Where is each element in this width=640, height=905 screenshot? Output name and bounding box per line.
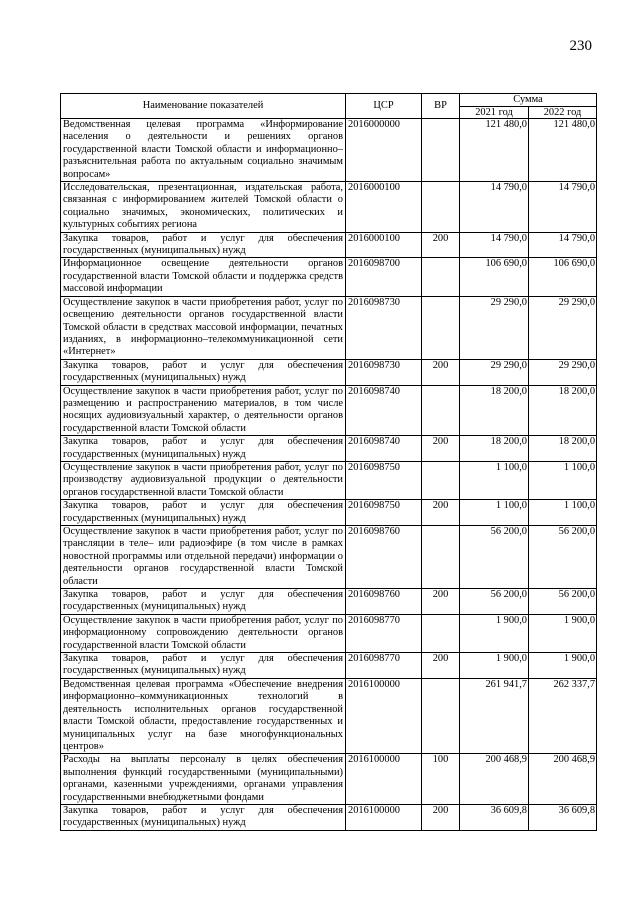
table-row: [61, 182, 597, 233]
row-name-cell: Исследовательская, презентационная, издательская работа, связанная с информированием жителей Томской области о социально значимых, экономических, политических и культурных событиях региона: [61, 182, 346, 233]
row-csr-cell: 2016098700: [346, 258, 422, 296]
row-vr-cell: [422, 526, 460, 589]
row-csr-cell: 2016100000: [346, 754, 422, 805]
table-row: [61, 385, 597, 436]
row-sum-2021-cell: 1 900,0: [460, 653, 529, 679]
row-csr-cell: 2016098770: [346, 614, 422, 652]
row-sum-2022-cell: 14 790,0: [529, 232, 597, 258]
row-sum-2022-cell: 18 200,0: [529, 385, 597, 436]
row-name-cell: Закупка товаров, работ и услуг для обеспечения государственных (муниципальных) нужд: [61, 804, 346, 830]
row-csr-cell: 2016098730: [346, 296, 422, 359]
row-name-cell: Информационное освещение деятельности органов государственной власти Томской области и поддержка средств массовой информации: [61, 258, 346, 296]
row-sum-2021-cell: 261 941,7: [460, 678, 529, 753]
row-sum-2022-cell: 1 900,0: [529, 614, 597, 652]
table-row: [61, 461, 597, 499]
row-sum-2022-cell: 1 100,0: [529, 461, 597, 499]
row-sum-2021-cell: 36 609,8: [460, 804, 529, 830]
row-vr-cell: [422, 182, 460, 233]
table-row: [61, 359, 597, 385]
row-sum-2021-cell: 121 480,0: [460, 119, 529, 182]
row-name-cell: Закупка товаров, работ и услуг для обеспечения государственных (муниципальных) нужд: [61, 500, 346, 526]
row-sum-2022-cell: 29 290,0: [529, 296, 597, 359]
row-name-cell: Осуществление закупок в части приобретения работ, услуг по трансляции в теле– или радиоэфире (в том числе в рамках новостной программы или отдельной передачи) информации о деятельности органов государственной власти Томской области: [61, 526, 346, 589]
table-row: [61, 653, 597, 679]
row-sum-2021-cell: 29 290,0: [460, 296, 529, 359]
row-csr-cell: 2016098750: [346, 500, 422, 526]
table-row: [61, 232, 597, 258]
row-name-cell: Осуществление закупок в части приобретения работ, услуг по информационному сопровождению деятельности органов государственной власти Томской области: [61, 614, 346, 652]
row-sum-2022-cell: 262 337,7: [529, 678, 597, 753]
table-row: [61, 804, 597, 830]
row-vr-cell: [422, 119, 460, 182]
row-sum-2022-cell: 106 690,0: [529, 258, 597, 296]
row-csr-cell: 2016000000: [346, 119, 422, 182]
row-csr-cell: 2016098750: [346, 461, 422, 499]
table-row: [61, 436, 597, 462]
row-name-cell: Ведомственная целевая программа «Обеспечение внедрения информационно–коммуникационных технологий в деятельность исполнительных органов государственной власти Томской области, предоставление государственных и муниципальных услуг на базе многофункциональных центров»: [61, 678, 346, 753]
row-sum-2021-cell: 56 200,0: [460, 526, 529, 589]
page-number: 230: [569, 38, 592, 54]
row-sum-2021-cell: 200 468,9: [460, 754, 529, 805]
row-sum-2021-cell: 1 100,0: [460, 461, 529, 499]
row-csr-cell: 2016098740: [346, 436, 422, 462]
row-name-cell: Закупка товаров, работ и услуг для обеспечения государственных (муниципальных) нужд: [61, 653, 346, 679]
row-vr-cell: [422, 614, 460, 652]
header-vr: ВР: [422, 94, 460, 119]
row-vr-cell: [422, 258, 460, 296]
budget-table: [60, 93, 597, 831]
table-body: [61, 119, 597, 831]
row-sum-2021-cell: 1 100,0: [460, 500, 529, 526]
header-year-2022: 2022 год: [529, 107, 597, 119]
row-sum-2021-cell: 14 790,0: [460, 232, 529, 258]
row-sum-2022-cell: 121 480,0: [529, 119, 597, 182]
row-vr-cell: 200: [422, 804, 460, 830]
row-sum-2022-cell: 1 100,0: [529, 500, 597, 526]
row-sum-2022-cell: 200 468,9: [529, 754, 597, 805]
row-vr-cell: 200: [422, 500, 460, 526]
row-vr-cell: [422, 678, 460, 753]
row-csr-cell: 2016000100: [346, 232, 422, 258]
table-row: [61, 526, 597, 589]
row-vr-cell: 200: [422, 232, 460, 258]
row-sum-2021-cell: 18 200,0: [460, 385, 529, 436]
table-row: [61, 296, 597, 359]
row-vr-cell: [422, 296, 460, 359]
row-csr-cell: 2016098770: [346, 653, 422, 679]
table-row: [61, 754, 597, 805]
row-name-cell: Ведомственная целевая программа «Информирование населения о деятельности и решениях органов государственной власти Томской области и информационно–разъяснительная работа по актуальным социально значимым вопросам»: [61, 119, 346, 182]
row-sum-2021-cell: 1 900,0: [460, 614, 529, 652]
row-sum-2022-cell: 36 609,8: [529, 804, 597, 830]
row-sum-2022-cell: 56 200,0: [529, 589, 597, 615]
row-csr-cell: 2016098760: [346, 589, 422, 615]
row-sum-2022-cell: 29 290,0: [529, 359, 597, 385]
row-vr-cell: 100: [422, 754, 460, 805]
row-vr-cell: 200: [422, 589, 460, 615]
row-vr-cell: 200: [422, 359, 460, 385]
table-row: [61, 589, 597, 615]
row-csr-cell: 2016100000: [346, 804, 422, 830]
table-row: [61, 500, 597, 526]
row-name-cell: Расходы на выплаты персоналу в целях обеспечения выполнения функций государственными (муниципальными) органами, казенными учреждениями, органами управления государственными внебюджетными фондами: [61, 754, 346, 805]
row-vr-cell: 200: [422, 436, 460, 462]
row-csr-cell: 2016098760: [346, 526, 422, 589]
row-name-cell: Осуществление закупок в части приобретения работ, услуг по освещению деятельности органов государственной власти Томской области в средствах массовой информации, печатных изданиях, в информационно–телекоммуникационной сети «Интернет»: [61, 296, 346, 359]
header-csr: ЦСР: [346, 94, 422, 119]
row-sum-2021-cell: 18 200,0: [460, 436, 529, 462]
row-name-cell: Осуществление закупок в части приобретения работ, услуг по размещению и распространению материалов, в том числе носящих аудиовизуальный характер, о деятельности органов государственной власти Томской области: [61, 385, 346, 436]
row-sum-2021-cell: 56 200,0: [460, 589, 529, 615]
row-sum-2022-cell: 56 200,0: [529, 526, 597, 589]
row-name-cell: Закупка товаров, работ и услуг для обеспечения государственных (муниципальных) нужд: [61, 436, 346, 462]
row-vr-cell: 200: [422, 653, 460, 679]
row-name-cell: Закупка товаров, работ и услуг для обеспечения государственных (муниципальных) нужд: [61, 589, 346, 615]
table-row: [61, 258, 597, 296]
header-sum: Сумма: [460, 94, 597, 107]
table-row: [61, 678, 597, 753]
row-csr-cell: 2016098740: [346, 385, 422, 436]
row-sum-2022-cell: 1 900,0: [529, 653, 597, 679]
row-sum-2021-cell: 29 290,0: [460, 359, 529, 385]
row-vr-cell: [422, 385, 460, 436]
row-csr-cell: 2016100000: [346, 678, 422, 753]
row-name-cell: Осуществление закупок в части приобретения работ, услуг по производству аудиовизуальной продукции о деятельности органов государственной власти Томской области: [61, 461, 346, 499]
row-sum-2021-cell: 14 790,0: [460, 182, 529, 233]
row-vr-cell: [422, 461, 460, 499]
row-sum-2021-cell: 106 690,0: [460, 258, 529, 296]
header-year-2021: 2021 год: [460, 107, 529, 119]
table-row: [61, 614, 597, 652]
row-name-cell: Закупка товаров, работ и услуг для обеспечения государственных (муниципальных) нужд: [61, 232, 346, 258]
row-csr-cell: 2016000100: [346, 182, 422, 233]
row-csr-cell: 2016098730: [346, 359, 422, 385]
row-name-cell: Закупка товаров, работ и услуг для обеспечения государственных (муниципальных) нужд: [61, 359, 346, 385]
header-name: Наименование показателей: [61, 94, 346, 119]
row-sum-2022-cell: 18 200,0: [529, 436, 597, 462]
row-sum-2022-cell: 14 790,0: [529, 182, 597, 233]
table-row: [61, 119, 597, 182]
